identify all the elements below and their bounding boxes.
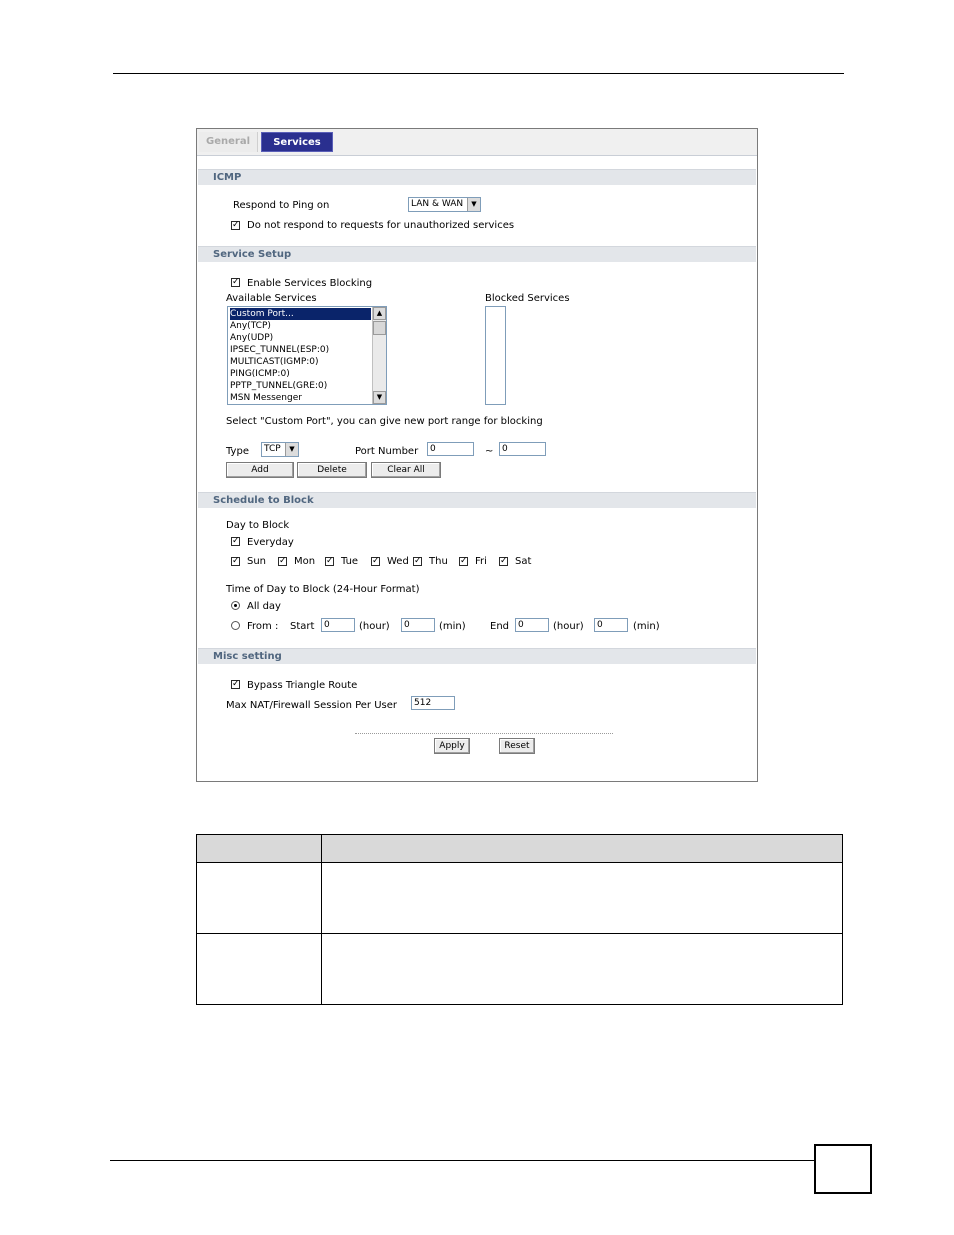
enable-blocking-label: Enable Services Blocking — [247, 278, 373, 289]
max-session-label: Max NAT/Firewall Session Per User — [226, 700, 398, 711]
day-to-block-label: Day to Block — [226, 520, 290, 531]
respond-ping-value: LAN & WAN — [411, 199, 464, 209]
type-value: TCP — [264, 444, 281, 454]
type-label: Type — [226, 446, 249, 457]
schedule-section-header — [198, 492, 756, 508]
respond-ping-select[interactable] — [408, 197, 481, 212]
max-session-input[interactable]: 512 — [411, 696, 455, 710]
scroll-down-icon[interactable]: ▼ — [373, 391, 386, 404]
port-to-input[interactable]: 0 — [499, 442, 546, 456]
chevron-down-icon: ▼ — [467, 198, 480, 211]
everyday-checkbox[interactable]: ✓ — [232, 536, 240, 546]
configurator-panel — [196, 128, 758, 782]
list-item[interactable]: IPSEC_TUNNEL(ESP:0) — [230, 345, 330, 355]
sun-label: Sun — [247, 556, 267, 567]
end-min-unit: (min) — [633, 621, 660, 632]
available-services-list[interactable] — [227, 306, 387, 405]
list-item[interactable]: MSN Messenger — [230, 393, 302, 403]
table-cell — [322, 934, 843, 1005]
list-scrollbar[interactable] — [372, 307, 386, 404]
from-radio[interactable] — [231, 621, 240, 630]
tab-bar — [197, 129, 757, 156]
mon-label: Mon — [294, 556, 316, 567]
table-cell — [322, 863, 843, 934]
bypass-triangle-label: Bypass Triangle Route — [247, 680, 358, 691]
all-day-label: All day — [247, 601, 281, 612]
schedule-section-title: Schedule to Block — [213, 495, 314, 506]
table-row — [197, 863, 843, 934]
custom-port-note: Select "Custom Port", you can give new port range for blocking — [226, 416, 543, 427]
tue-checkbox[interactable]: ✓ — [326, 556, 334, 566]
service-setup-section-title: Service Setup — [213, 249, 292, 260]
tab-services[interactable]: Services — [261, 132, 333, 152]
header-rule — [113, 73, 844, 74]
blocked-services-list[interactable] — [485, 306, 506, 405]
table-header-cell — [197, 835, 322, 863]
scroll-thumb[interactable] — [373, 321, 386, 335]
list-item[interactable]: PING(ICMP:0) — [230, 369, 290, 379]
list-item[interactable]: MULTICAST(IGMP:0) — [230, 357, 319, 367]
mon-checkbox[interactable]: ✓ — [279, 556, 287, 566]
start-min-input[interactable]: 0 — [401, 618, 435, 632]
wed-label: Wed — [387, 556, 409, 567]
respond-ping-label: Respond to Ping on — [233, 200, 330, 211]
description-table — [196, 834, 843, 1005]
icmp-section-title: ICMP — [213, 172, 242, 183]
table-cell — [197, 863, 322, 934]
sat-checkbox[interactable]: ✓ — [500, 556, 508, 566]
list-item[interactable]: Any(TCP) — [230, 321, 271, 331]
reset-button[interactable]: Reset — [499, 738, 535, 754]
chevron-down-icon: ▼ — [285, 443, 298, 456]
start-min-unit: (min) — [439, 621, 466, 632]
port-from-input[interactable]: 0 — [427, 442, 474, 456]
bypass-triangle-checkbox[interactable]: ✓ — [232, 679, 240, 689]
wed-checkbox[interactable]: ✓ — [372, 556, 380, 566]
port-number-label: Port Number — [355, 446, 419, 457]
clear-all-button[interactable]: Clear All — [371, 462, 441, 478]
no-respond-label: Do not respond to requests for unauthorized services — [247, 220, 515, 231]
table-header-row — [197, 835, 843, 863]
table-header-cell — [322, 835, 843, 863]
misc-section-header — [198, 648, 756, 664]
tab-general[interactable]: General — [199, 132, 258, 152]
table-row — [197, 934, 843, 1005]
scroll-up-icon[interactable]: ▲ — [373, 307, 386, 320]
service-setup-section-header — [198, 246, 756, 262]
sat-label: Sat — [515, 556, 532, 567]
everyday-label: Everyday — [247, 537, 294, 548]
all-day-radio[interactable] — [231, 601, 240, 610]
thu-checkbox[interactable]: ✓ — [414, 556, 422, 566]
fri-label: Fri — [475, 556, 487, 567]
delete-button[interactable]: Delete — [297, 462, 367, 478]
add-button[interactable]: Add — [226, 462, 294, 478]
type-select[interactable] — [261, 442, 299, 457]
from-label: From : — [247, 621, 279, 632]
icmp-section-header — [198, 169, 756, 185]
list-item[interactable]: Custom Port... — [230, 308, 371, 320]
start-hour-input[interactable]: 0 — [321, 618, 355, 632]
tue-label: Tue — [341, 556, 359, 567]
port-range-separator: ~ — [485, 446, 494, 457]
thu-label: Thu — [429, 556, 448, 567]
sun-checkbox[interactable]: ✓ — [232, 556, 240, 566]
list-item[interactable]: Any(UDP) — [230, 333, 274, 343]
actions-divider — [355, 733, 613, 734]
no-respond-checkbox[interactable]: ✓ — [232, 220, 240, 230]
page-number-box — [814, 1144, 872, 1194]
end-min-input[interactable]: 0 — [594, 618, 628, 632]
footer-rule — [110, 1160, 814, 1161]
end-hour-unit: (hour) — [553, 621, 584, 632]
start-label: Start — [290, 621, 315, 632]
time-of-day-label: Time of Day to Block (24-Hour Format) — [226, 584, 420, 595]
enable-blocking-checkbox[interactable]: ✓ — [232, 277, 240, 287]
table-cell — [197, 934, 322, 1005]
blocked-services-label: Blocked Services — [485, 293, 570, 304]
list-item[interactable]: PPTP_TUNNEL(GRE:0) — [230, 381, 328, 391]
end-label: End — [490, 621, 510, 632]
fri-checkbox[interactable]: ✓ — [460, 556, 468, 566]
start-hour-unit: (hour) — [359, 621, 390, 632]
end-hour-input[interactable]: 0 — [515, 618, 549, 632]
misc-section-title: Misc setting — [213, 651, 282, 662]
available-services-label: Available Services — [226, 293, 317, 304]
apply-button[interactable]: Apply — [434, 738, 470, 754]
